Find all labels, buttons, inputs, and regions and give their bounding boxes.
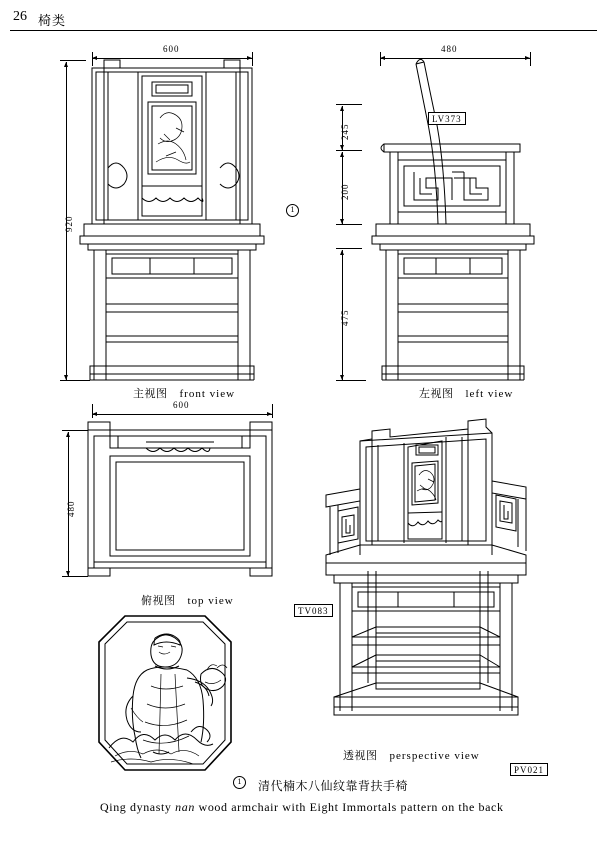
front-view-drawing bbox=[60, 48, 300, 393]
top-dim-width-arrow bbox=[92, 414, 272, 415]
left-view-caption bbox=[419, 385, 513, 401]
figure-caption-en-pre: Qing dynasty bbox=[100, 800, 176, 814]
figure-caption-en-post: wood armchair with Eight Immortals pattern on the back bbox=[194, 800, 504, 814]
left-dim-width-arrow bbox=[380, 58, 530, 59]
perspective-view-caption-en: perspective view bbox=[389, 750, 480, 762]
left-view-caption-cn: 左视图 bbox=[419, 387, 454, 400]
figure-caption-en bbox=[100, 800, 504, 815]
top-dim-width-label: 600 bbox=[173, 400, 190, 410]
top-dim-depth-label: 480 bbox=[66, 500, 76, 517]
left-dim-200-label: 200 bbox=[340, 183, 350, 200]
front-dim-ext-bottom bbox=[60, 380, 90, 381]
left-dim-245-label: 245 bbox=[340, 123, 350, 140]
front-dim-width-arrow bbox=[92, 58, 252, 59]
perspective-view-drawing bbox=[320, 415, 540, 745]
left-view-caption-en: left view bbox=[465, 388, 514, 400]
section-title: 椅类 bbox=[38, 14, 67, 29]
front-dim-height-label: 920 bbox=[64, 215, 74, 232]
figure-caption-en-italic: nan bbox=[175, 800, 195, 814]
page-number: 26 bbox=[13, 9, 27, 24]
perspective-view-svg bbox=[320, 415, 540, 745]
left-dim-width-label: 480 bbox=[441, 44, 458, 54]
header-divider bbox=[10, 30, 597, 31]
top-view-drawing bbox=[80, 418, 290, 593]
left-dim-ext-a bbox=[336, 104, 362, 105]
top-view-tag: TV083 bbox=[294, 604, 333, 617]
top-view-caption bbox=[141, 592, 234, 608]
left-view-svg bbox=[360, 48, 560, 393]
carving-detail-marker: 1 bbox=[233, 776, 246, 789]
figure-caption-cn: 清代楠木八仙纹靠背扶手椅 bbox=[258, 779, 409, 793]
left-dim-ext-c bbox=[336, 224, 362, 225]
carving-detail-svg bbox=[95, 612, 255, 777]
left-dim-ext-b bbox=[336, 150, 362, 151]
front-dim-width-label: 600 bbox=[163, 44, 180, 54]
left-dim-ext-right bbox=[530, 52, 531, 66]
top-view-caption-cn: 俯视图 bbox=[141, 594, 176, 607]
left-view-tag: LV373 bbox=[428, 112, 466, 125]
perspective-view-tag: PV021 bbox=[510, 763, 548, 776]
front-view-svg bbox=[60, 48, 300, 393]
top-dim-ext-top bbox=[62, 430, 88, 431]
top-view-caption-en: top view bbox=[187, 595, 234, 607]
front-view-caption bbox=[133, 385, 235, 401]
front-dim-ext-top bbox=[60, 60, 86, 61]
top-dim-ext-bottom bbox=[62, 576, 88, 577]
carving-detail-panel bbox=[95, 612, 255, 777]
front-dim-ext-right bbox=[252, 52, 253, 66]
front-view-caption-en: front view bbox=[179, 388, 236, 400]
perspective-view-caption bbox=[343, 747, 480, 763]
perspective-view-caption-cn: 透视图 bbox=[343, 749, 378, 762]
left-view-drawing bbox=[360, 48, 560, 393]
page-header bbox=[0, 0, 607, 32]
front-view-caption-cn: 主视图 bbox=[133, 387, 168, 400]
left-dim-ext-e bbox=[336, 380, 366, 381]
left-dim-ext-d bbox=[336, 248, 362, 249]
top-view-svg bbox=[80, 418, 290, 593]
front-view-marker: 1 bbox=[286, 204, 299, 217]
left-dim-475-label: 475 bbox=[340, 309, 350, 326]
top-dim-ext-right bbox=[272, 404, 273, 418]
